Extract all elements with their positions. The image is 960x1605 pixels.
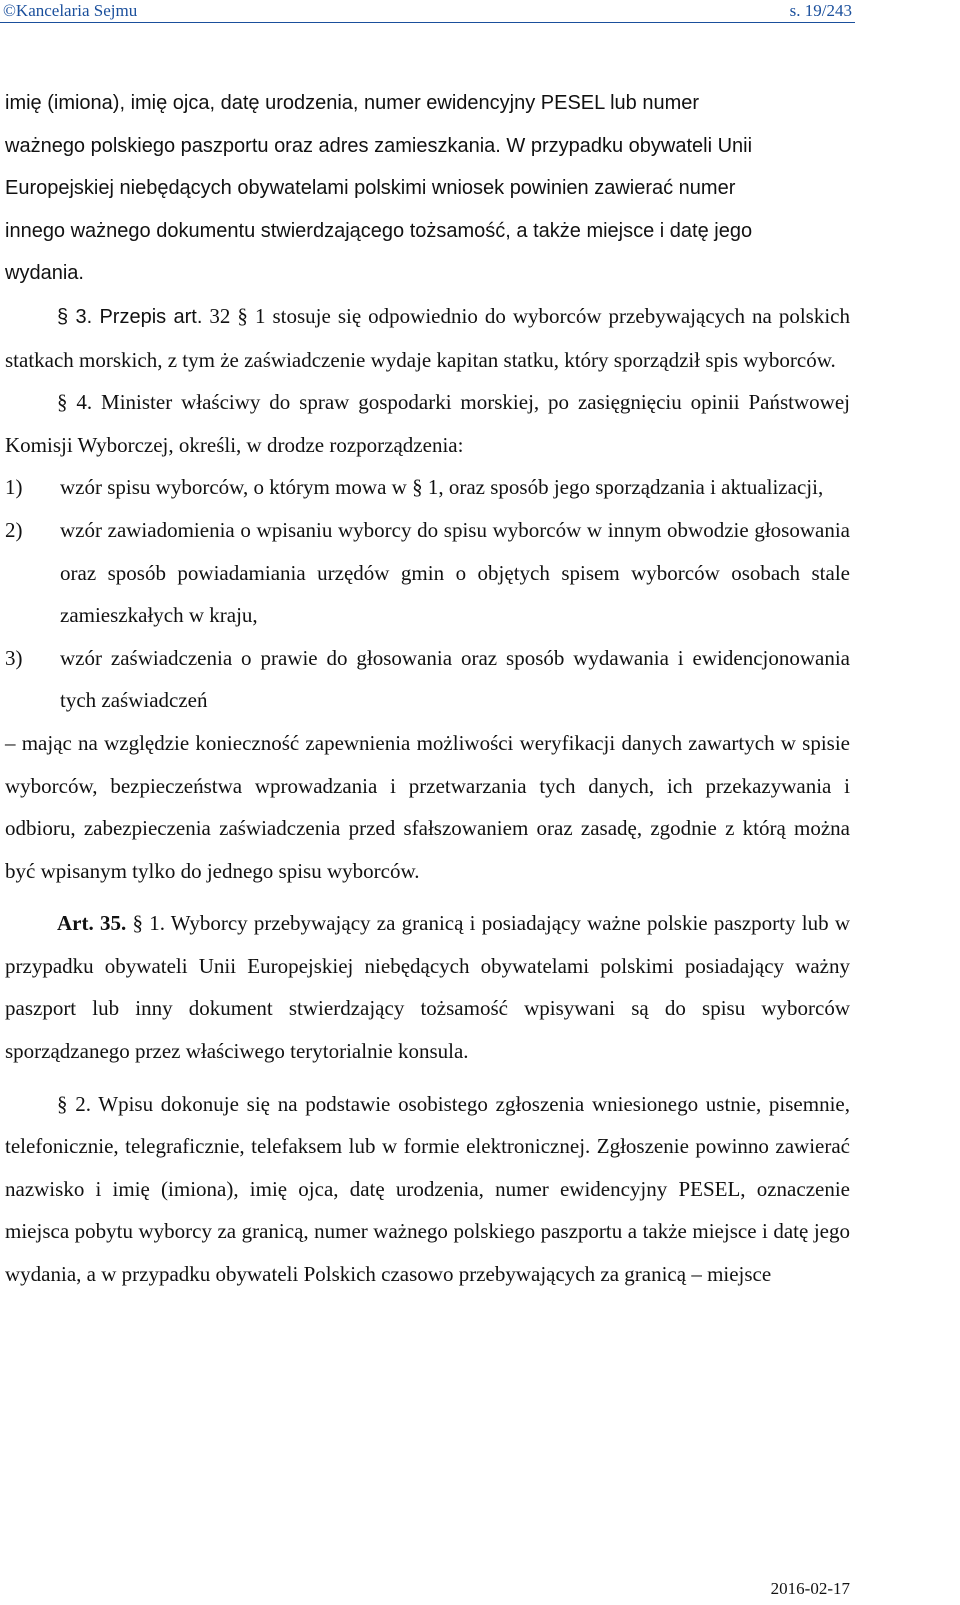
section-4-heading: § 4. bbox=[57, 390, 93, 415]
list-item bbox=[5, 509, 850, 637]
list-item-text: wzór zaświadczenia o prawie do głosowania oraz sposób wydawania i ewidencjonowania tych zaświadczeń bbox=[60, 645, 850, 713]
paragraph-line: wydania. bbox=[5, 262, 84, 285]
section-4 bbox=[5, 381, 850, 466]
section-3-heading: § 3. Przepis art. bbox=[57, 305, 203, 328]
paragraph-line: imię (imiona), imię ojca, datę urodzenia, numer ewidencyjny PESEL lub numer bbox=[5, 92, 700, 114]
section-3-text: 32 § 1 stosuje się odpowiednio do wyborców przebywających na polskich statkach morskich, z tym że zaświadczenie wydaje kapitan statku, który sporządził spis wyborców. bbox=[5, 303, 850, 372]
article-35-text: § 1. Wyborcy przebywający za granicą i posiadający ważne polskie paszporty lub w przypadku obywateli Unii Europejskiej niebędących obywatelami polskimi posiadający ważny paszport lub inny dokument stwierdzający tożsamość wpisywani są do spisu wyborców sporządzanego przez właściwego terytorialnie konsula. bbox=[5, 911, 850, 1064]
list-item-number: 1) bbox=[5, 475, 23, 500]
article-35-label: Art. 35. bbox=[57, 911, 127, 936]
list-item-number: 3) bbox=[5, 645, 23, 670]
section-2: § 2. Wpisu dokonuje się na podstawie osobistego zgłoszenia wniesionego ustnie, pisemnie, telefonicznie, telegraficznie, telefaksem lub w formie elektronicznej. Zgłoszenie powinno zawierać nazwisko i imię (imiona), imię ojca, datę urodzenia, numer ewidencyjny PESEL, oznaczenie miejsca pobytu wyborcy za granicą, numer ważnego polskiego paszportu a także miejsce i datę jego wydania, a w przypadku obywateli Polskich czasowo przebywających za granicą – miejsce bbox=[5, 1091, 850, 1287]
section-4-text: Minister właściwy do spraw gospodarki morskiej, po zasięgnięciu opinii Państwowej Komisji Wyborczej, określi, w drodze rozporządzenia: bbox=[5, 390, 850, 457]
section-3 bbox=[5, 295, 850, 381]
list-item-text: wzór spisu wyborców, o którym mowa w § 1, oraz sposób jego sporządzania i aktualizacji, bbox=[60, 475, 824, 500]
list-item bbox=[5, 466, 850, 509]
article-35 bbox=[5, 902, 850, 1072]
list-item-text: wzór zawiadomienia o wpisaniu wyborcy do spisu wyborców w innym obwodzie głosowania oraz sposób powiadamiania urzędów gmin o objętych spisem wyborców osobach stale zamieszkałych w kraju, bbox=[60, 517, 850, 628]
closing-paragraph: – mając na względzie konieczność zapewnienia możliwości weryfikacji danych zawartych w spisie wyborców, bezpieczeństwa wprowadzania i przetwarzania tych danych, ich przekazywania i odbioru, zabezpieczenia zaświadczenia przed sfałszowaniem oraz zasadę, zgodnie z którą można być wpisanym tylko do jednego spisu wyborców. bbox=[5, 730, 850, 883]
paragraph-line: innego ważnego dokumentu stwierdzającego tożsamość, a także miejsce i datę jego bbox=[5, 219, 753, 242]
page-header bbox=[0, 0, 960, 24]
document-body bbox=[5, 82, 850, 1296]
list-item bbox=[5, 637, 850, 722]
copyright-text: ©Kancelaria Sejmu bbox=[3, 1, 138, 20]
list-item-number: 2) bbox=[5, 517, 23, 542]
paragraph-line: Europejskiej niebędących obywatelami polskimi wniosek powinien zawierać numer bbox=[5, 177, 736, 200]
paragraph-line: ważnego polskiego paszportu oraz adres zamieszkania. W przypadku obywateli Unii bbox=[5, 134, 753, 157]
page-number: s. 19/243 bbox=[789, 1, 852, 20]
page-footer-date: 2016-02-17 bbox=[770, 1579, 850, 1598]
header-rule bbox=[0, 22, 855, 23]
